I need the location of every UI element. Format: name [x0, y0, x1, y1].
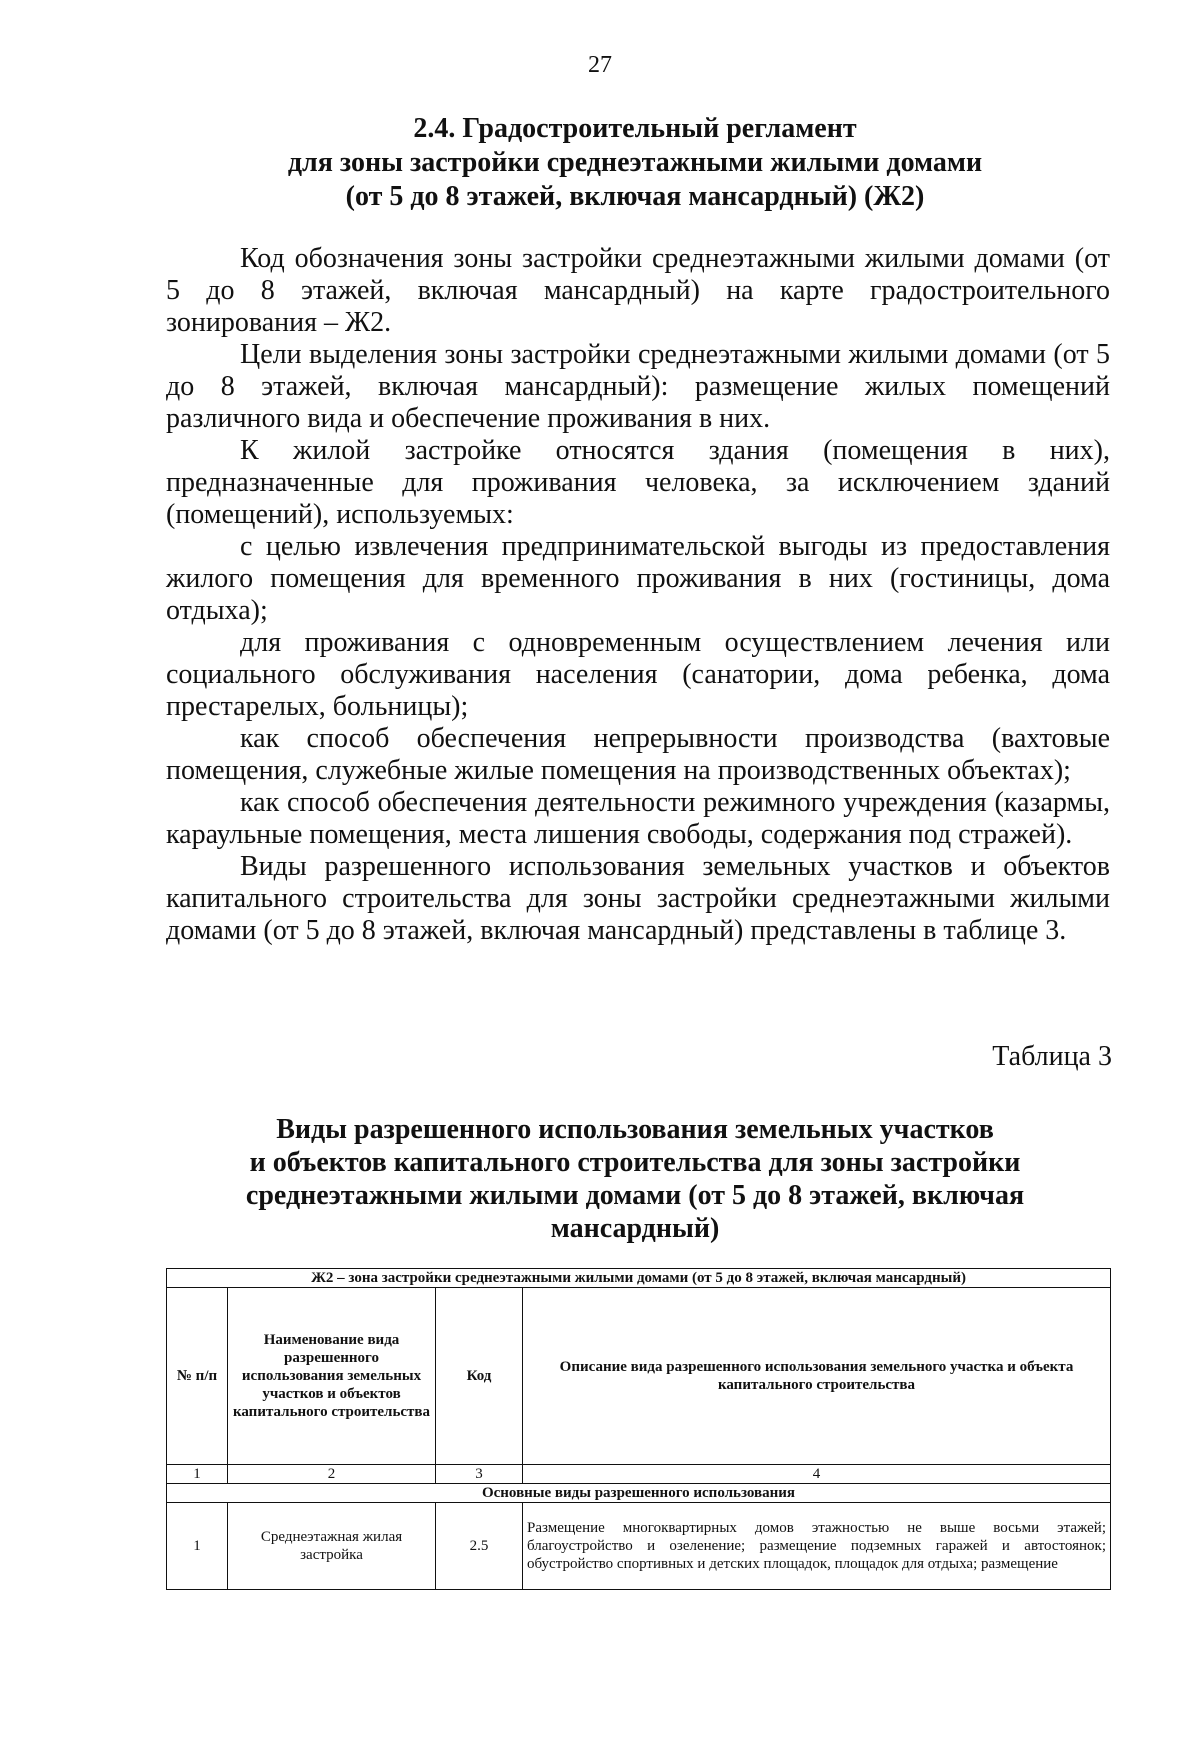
list-item-paragraph: с целью извлечения предпринимательской выгоды из предоставления жилого помещения для временного проживания в них (гостиницы, дома отдыха); [166, 531, 1110, 626]
column-number: 1 [167, 1465, 228, 1484]
table-title-line: и объектов капитального строительства для зоны застройки [249, 1147, 1021, 1178]
body-text [166, 243, 1110, 947]
table-row [167, 1503, 1111, 1590]
section-title-line: для зоны застройки среднеэтажными жилыми домами [287, 147, 983, 178]
group-header-row [167, 1484, 1111, 1503]
row-number: 1 [167, 1503, 228, 1590]
table-label: Таблица 3 [992, 1041, 1112, 1072]
table-title [0, 1113, 1200, 1245]
row-name: Среднеэтажная жилая застройка [228, 1503, 436, 1590]
table-title-line: Виды разрешенного использования земельных участков [276, 1114, 994, 1145]
column-header-number: № п/п [167, 1288, 228, 1465]
regulation-table [166, 1268, 1111, 1590]
section-title-line: (от 5 до 8 этажей, включая мансардный) (Ж2) [345, 181, 925, 212]
paragraph: К жилой застройке относятся здания (помещения в них), предназначенные для проживания человека, за исключением зданий (помещений), используемых: [166, 435, 1110, 530]
column-header-code: Код [436, 1288, 523, 1465]
column-number-row [167, 1465, 1111, 1484]
page-number: 27 [588, 52, 612, 78]
column-header-description: Описание вида разрешенного использования земельного участка и объекта капитального строительства [523, 1288, 1111, 1465]
row-code: 2.5 [436, 1503, 523, 1590]
column-number: 4 [523, 1465, 1111, 1484]
list-item-paragraph: как способ обеспечения деятельности режимного учреждения (казармы, караульные помещения, места лишения свободы, содержания под стражей). [166, 787, 1110, 850]
section-title [0, 112, 1200, 214]
section-title-line: 2.4. Градостроительный регламент [413, 113, 857, 144]
list-item-paragraph: для проживания с одновременным осуществлением лечения или социального обслуживания населения (санатории, дома ребенка, дома престарелых, больницы); [166, 627, 1110, 722]
paragraph: Код обозначения зоны застройки среднеэтажными жилыми домами (от 5 до 8 этажей, включая мансардный) на карте градостроительного зонирования – Ж2. [166, 243, 1110, 338]
table-title-line: среднеэтажными жилыми домами (от 5 до 8 этажей, включая [245, 1180, 1025, 1211]
group-header: Основные виды разрешенного использования [167, 1484, 1111, 1503]
column-number: 3 [436, 1465, 523, 1484]
zone-header-row [167, 1269, 1111, 1288]
table-header-row [167, 1288, 1111, 1465]
table-title-line: мансардный) [550, 1213, 720, 1244]
column-header-name: Наименование вида разрешенного использования земельных участков и объектов капитального строительства [228, 1288, 436, 1465]
list-item-paragraph: как способ обеспечения непрерывности производства (вахтовые помещения, служебные жилые помещения на производственных объектах); [166, 723, 1110, 786]
column-number: 2 [228, 1465, 436, 1484]
zone-header: Ж2 – зона застройки среднеэтажными жилыми домами (от 5 до 8 этажей, включая мансардный) [167, 1269, 1111, 1288]
paragraph: Виды разрешенного использования земельных участков и объектов капитального строительства для зоны застройки среднеэтажными жилыми домами (от 5 до 8 этажей, включая мансардный) представлены в таблице 3. [166, 851, 1110, 946]
paragraph: Цели выделения зоны застройки среднеэтажными жилыми домами (от 5 до 8 этажей, включая мансардный): размещение жилых помещений различного вида и обеспечение проживания в них. [166, 339, 1110, 434]
row-description: Размещение многоквартирных домов этажностью не выше восьми этажей; благоустройство и озеленение; размещение подземных гаражей и автостоянок; обустройство спортивных и детских площадок, площадок для отдыха; размещение [523, 1503, 1111, 1590]
